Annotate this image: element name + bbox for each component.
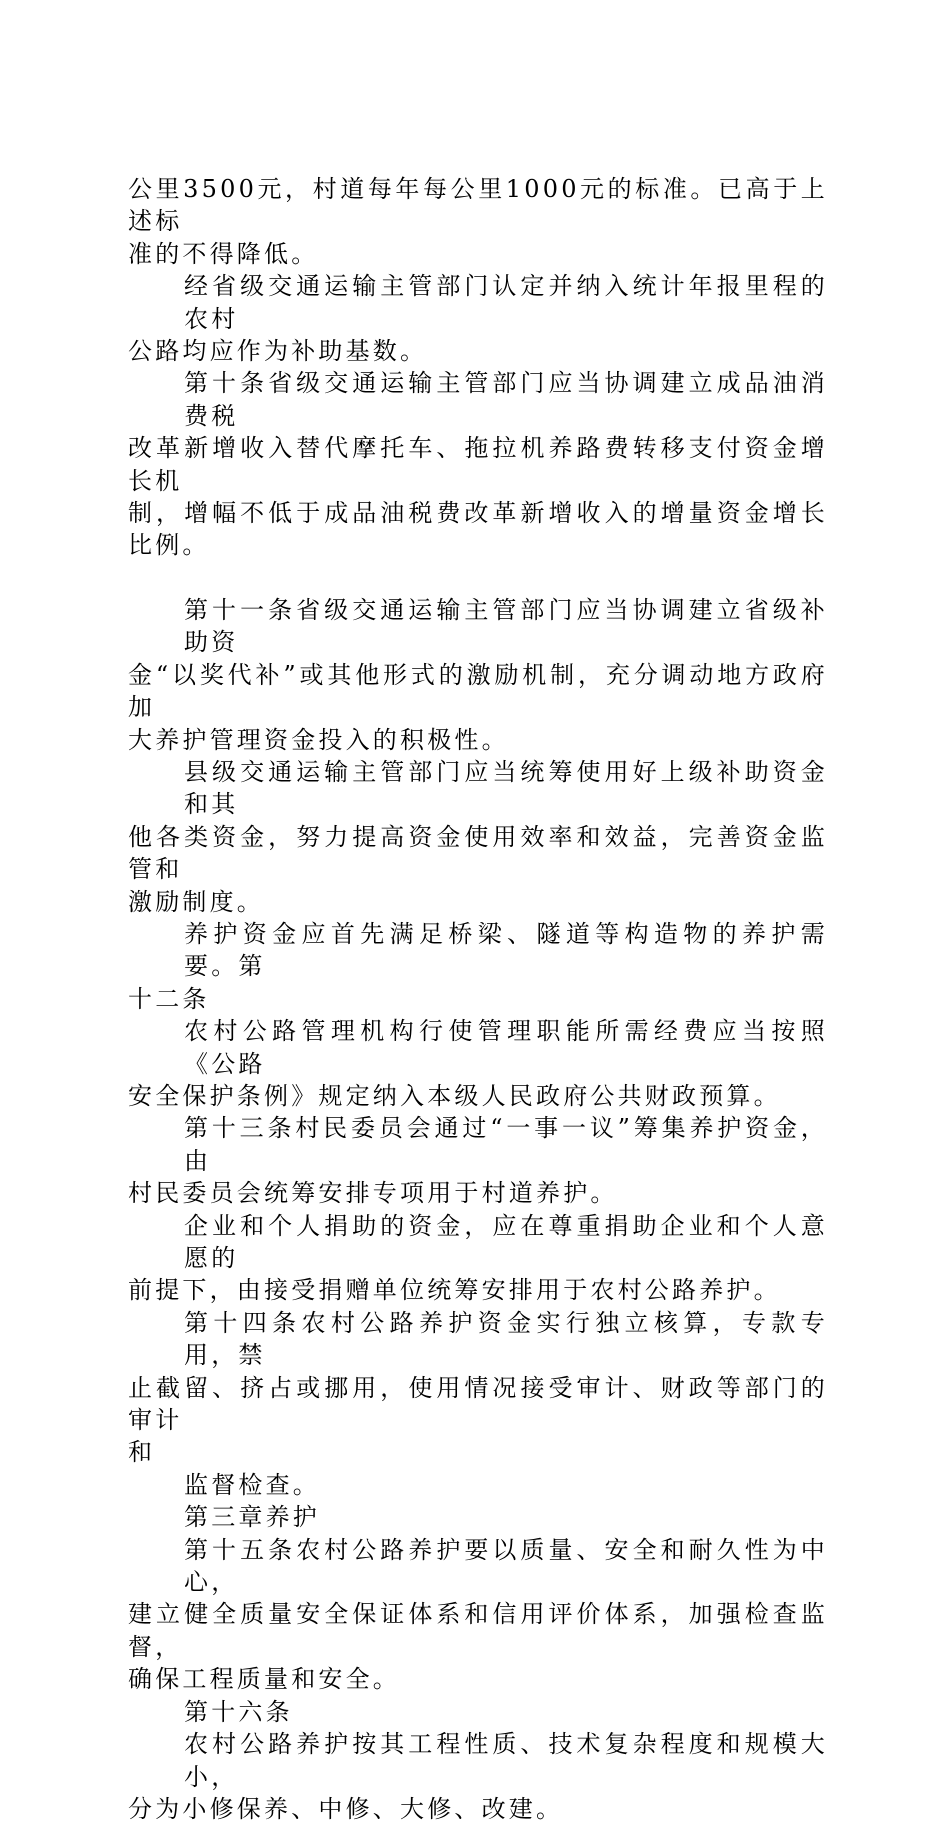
paragraph-5 [128,756,828,918]
text-line: 经省级交通运输主管部门认定并纳入统计年报里程的农村 [184,272,828,333]
text-line: 第十五条农村公路养护要以质量、安全和耐久性为中心， [184,1535,828,1597]
text-line: 公里3500元，村道每年每公里1000元的标准。已高于上述标 [128,175,828,236]
text-line: 养护资金应首先满足桥梁、隧道等构造物的养护需要。第 [184,919,828,981]
article-heading [128,1696,828,1728]
text-line: 确保工程质量和安全。 [128,1665,400,1694]
text-line: 分为小修保养、中修、大修、改建。 [128,1794,564,1823]
text-line: 第十六条 [184,1697,293,1726]
text-line: 改革新增收入替代摩托车、拖拉机养路费转移支付资金增长机 [128,434,828,495]
text-line: 监督检查。 [184,1470,320,1499]
paragraph-2 [128,270,828,367]
text-line: 第十条省级交通运输主管部门应当协调建立成品油消费税 [184,369,828,430]
text-line: 制，增幅不低于成品油税费改革新增收入的增量资金增长比例。 [128,499,828,560]
chapter-heading [128,1501,828,1533]
paragraph-11 [128,1469,828,1501]
paragraph-7 [128,1015,828,1112]
paragraph-15 [128,1728,828,1825]
paragraph-13 [128,1534,828,1696]
text-line: 村民委员会统筹安排专项用于村道养护。 [128,1179,618,1208]
paragraph-1 [128,173,828,270]
text-line: 他各类资金，努力提高资金使用效率和效益，完善资金监管和 [128,822,828,884]
text-line: 第十三条村民委员会通过“一事一议”筹集养护资金，由 [184,1114,828,1175]
text-line: 激励制度。 [128,887,264,916]
text-line: 企业和个人捐助的资金，应在尊重捐助企业和个人意愿的 [184,1211,828,1272]
text-line: 金“以奖代补”或其他形式的激励机制，充分调动地方政府加 [128,660,828,722]
text-line: 止截留、挤占或挪用，使用情况接受审计、财政等部门的审计 [128,1373,828,1435]
text-line: 公路均应作为补助基数。 [128,337,428,366]
text-line: 农村公路管理机构行使管理职能所需经费应当按照《公路 [184,1017,828,1078]
text-line: 县级交通运输主管部门应当统筹使用好上级补助资金和其 [184,757,828,819]
text-line: 农村公路养护按其工程性质、技术复杂程度和规模大小， [184,1730,828,1791]
paragraph-4 [128,594,828,756]
text-line: 准的不得降低。 [128,239,319,268]
text-line: 十二条 [128,984,210,1013]
text-line: 第三章养护 [184,1503,320,1532]
paragraph-8 [128,1112,828,1209]
text-line: 第十一条省级交通运输主管部门应当协调建立省级补助资 [184,595,828,657]
text-line: 建立健全质量安全保证体系和信用评价体系，加强检查监督， [128,1600,828,1661]
document-body [128,173,828,1825]
paragraph-9 [128,1210,828,1307]
paragraph-3 [128,367,828,561]
text-line: 前提下，由接受捐赠单位统筹安排用于农村公路养护。 [128,1276,781,1305]
text-line: 和 [128,1438,156,1467]
text-line: 第十四条农村公路养护资金实行独立核算，专款专用，禁 [184,1308,828,1370]
paragraph-10 [128,1307,828,1469]
text-line: 安全保护条例》规定纳入本级人民政府公共财政预算。 [128,1081,781,1110]
paragraph-6 [128,918,828,1015]
text-line: 大养护管理资金投入的积极性。 [128,725,509,754]
